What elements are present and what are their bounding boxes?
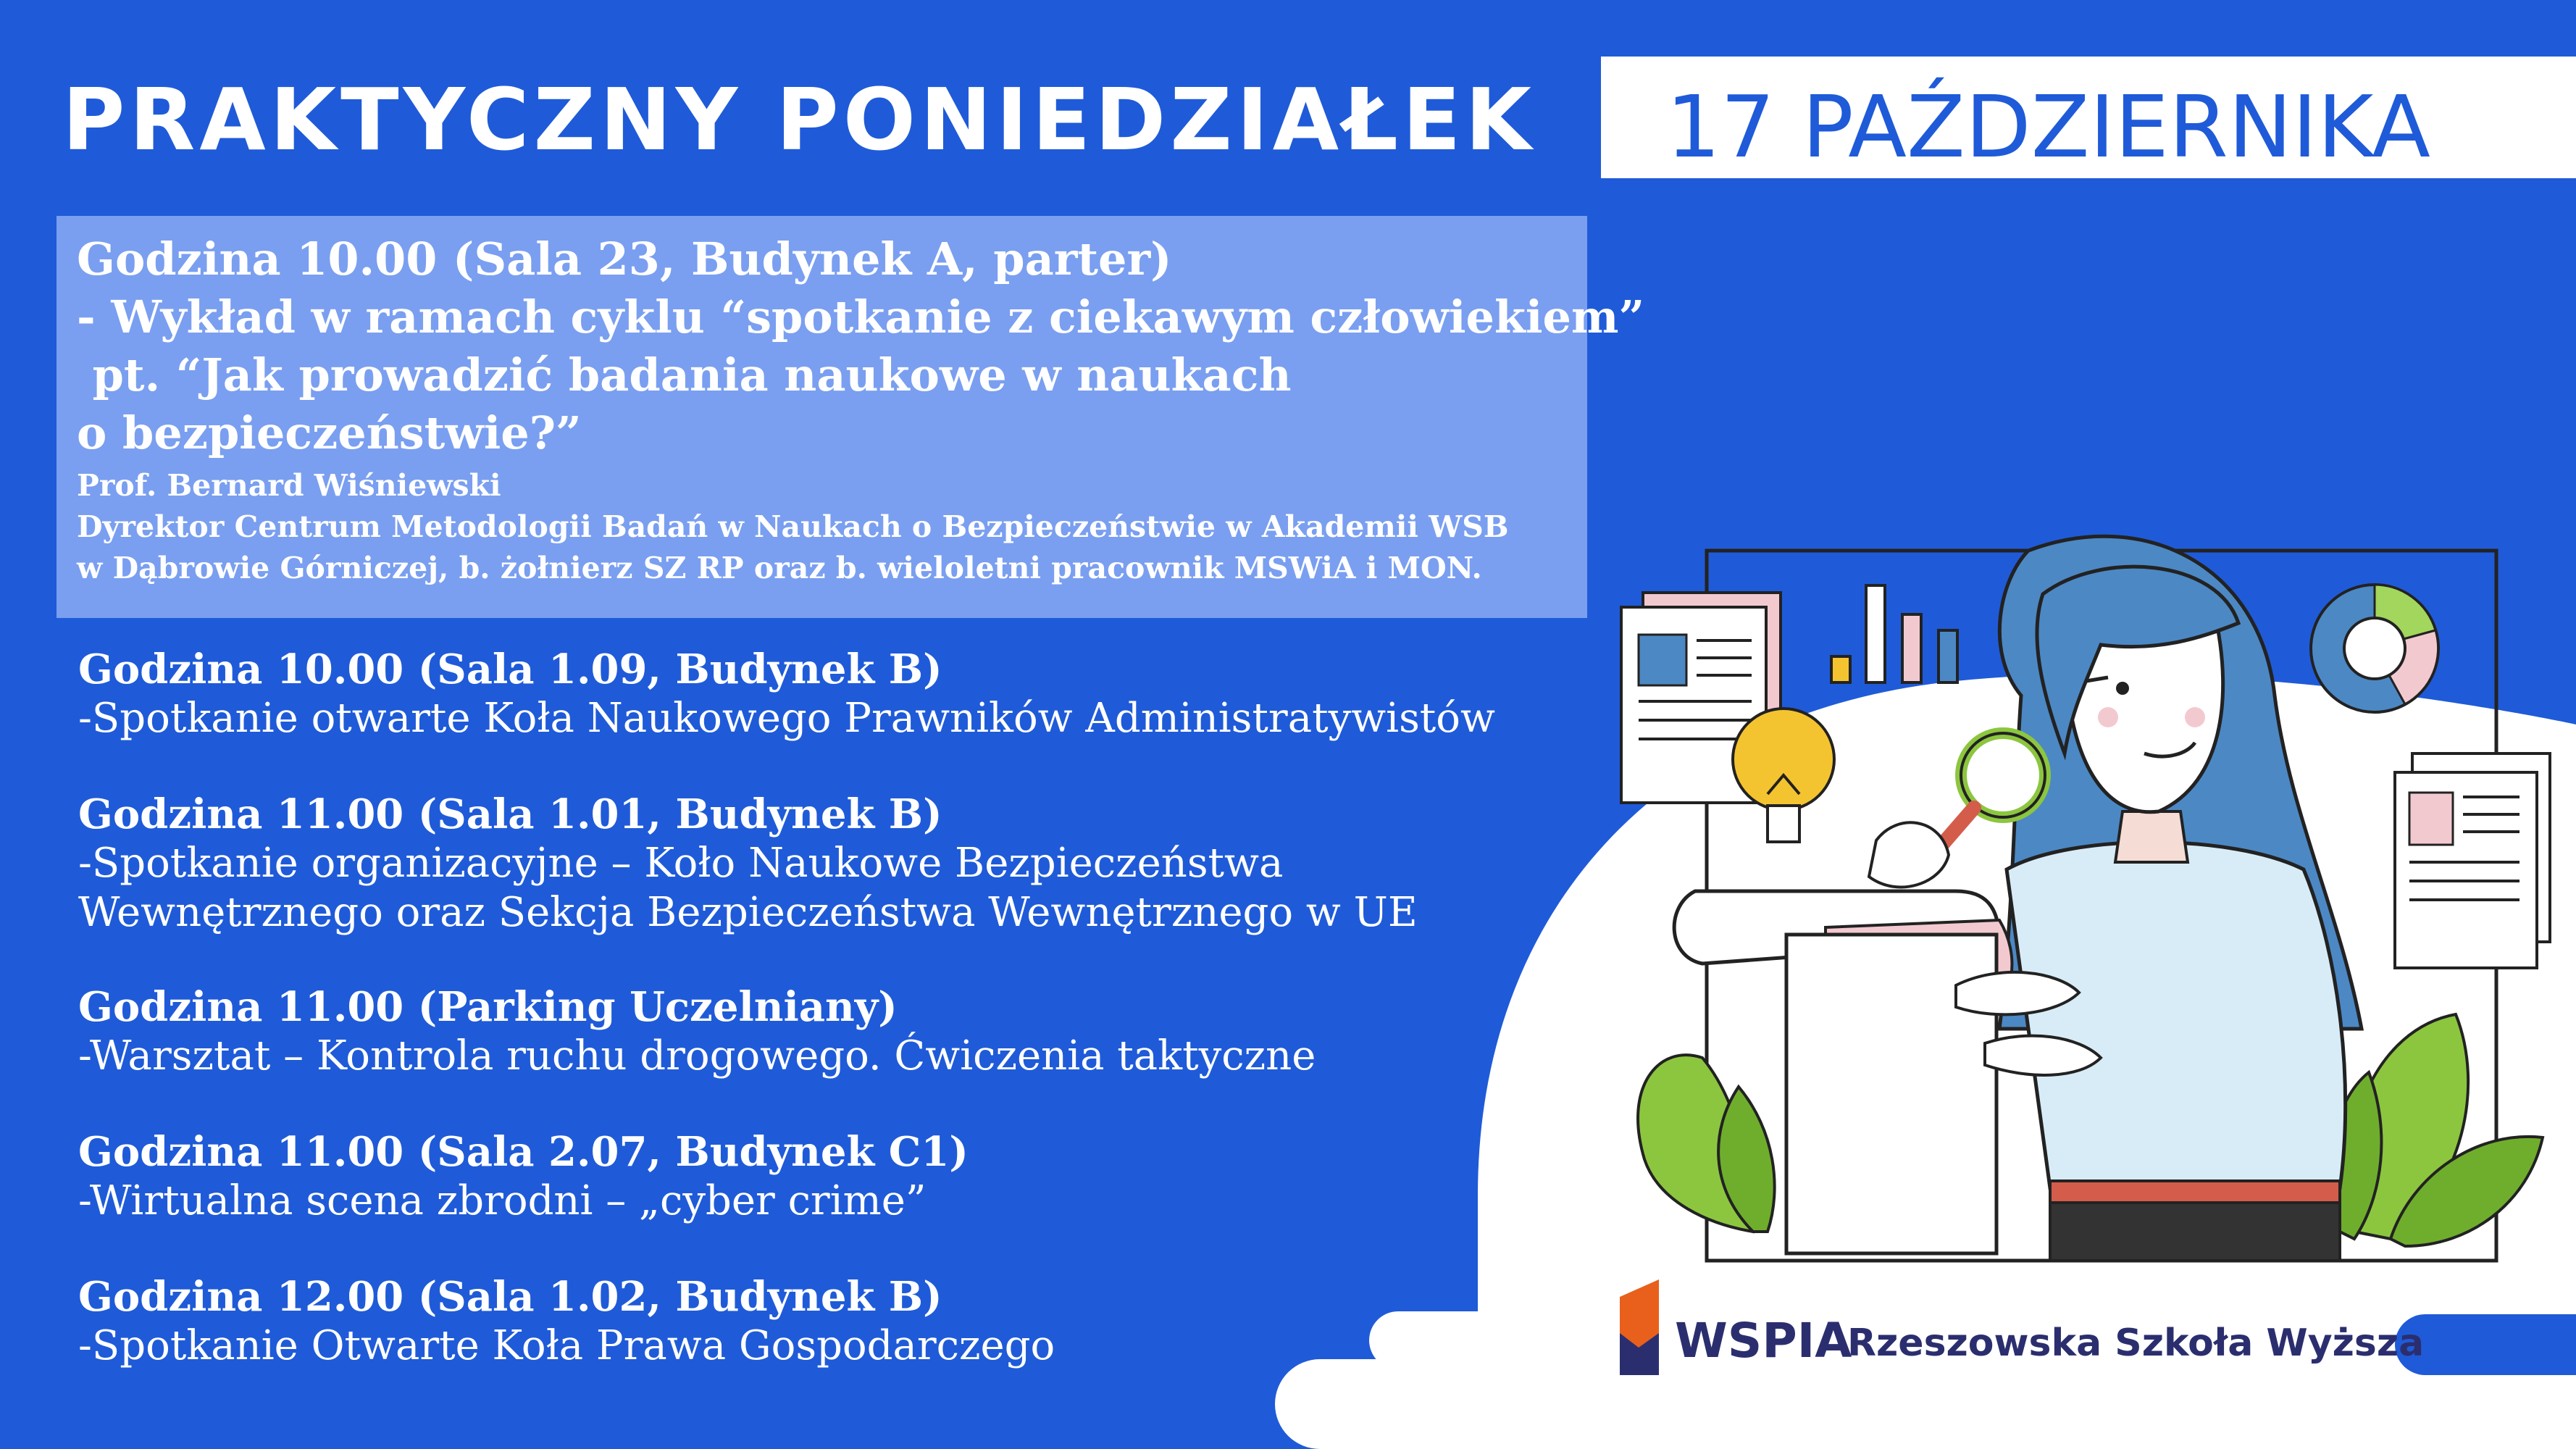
donut-chart-icon: [2311, 585, 2438, 712]
date-box: [1601, 57, 2576, 178]
event-description: -Spotkanie organizacyjne – Koło Naukowe Bezpieczeństwa: [78, 840, 1284, 887]
featured-title-3: o bezpieczeństwie?”: [77, 406, 582, 459]
event-time: Godzina 11.00 (Sala 2.07, Budynek C1): [78, 1128, 969, 1176]
event-item: [78, 645, 1495, 743]
event-date: 17 PAŹDZIERNIKA: [1666, 77, 2430, 177]
event-description: -Spotkanie otwarte Koła Naukowego Prawników Administratywistów: [78, 695, 1495, 742]
event-time: Godzina 11.00 (Parking Uczelniany): [78, 983, 898, 1031]
logo-subtitle: Rzeszowska Szkoła Wyższa: [1847, 1321, 2425, 1365]
event-description: -Spotkanie Otwarte Koła Prawa Gospodarczego: [78, 1322, 1055, 1369]
featured-event: [77, 230, 1645, 589]
featured-time: Godzina 10.00 (Sala 23, Budynek A, parter): [77, 233, 1172, 285]
event-description-cont: Wewnętrznego oraz Sekcja Bezpieczeństwa Wewnętrznego w UE: [78, 889, 1418, 936]
document-right-icon: [2395, 753, 2550, 968]
featured-bio-2: w Dąbrowie Górniczej, b. żołnierz SZ RP oraz b. wieloletni pracownik MSWiA i MON.: [77, 551, 1482, 585]
featured-title-2: pt. “Jak prowadzić badania naukowe w naukach: [77, 348, 1292, 401]
event-time: Godzina 12.00 (Sala 1.02, Budynek B): [78, 1273, 942, 1321]
event-description: -Wirtualna scena zbrodni – „cyber crime”: [78, 1177, 927, 1224]
event-description: -Warsztat – Kontrola ruchu drogowego. Ćwiczenia taktyczne: [78, 1032, 1316, 1080]
event-time: Godzina 10.00 (Sala 1.09, Budynek B): [78, 646, 942, 693]
event-item: [78, 790, 1418, 938]
featured-speaker: Prof. Bernard Wiśniewski: [77, 468, 501, 503]
event-time: Godzina 11.00 (Sala 1.01, Budynek B): [78, 790, 942, 838]
bar-chart-icon: [1831, 585, 1957, 682]
logo-name: WSPIA: [1675, 1313, 1852, 1369]
page-title: PRAKTYCZNY PONIEDZIAŁEK: [62, 70, 1536, 170]
event-item: [78, 982, 1316, 1081]
event-item: [78, 1127, 969, 1226]
event-item: [78, 1272, 1055, 1371]
featured-title-1: - Wykład w ramach cyklu “spotkanie z ciekawym człowiekiem”: [77, 291, 1645, 343]
featured-bio-1: Dyrektor Centrum Metodologii Badań w Naukach o Bezpieczeństwie w Akademii WSB: [77, 509, 1509, 544]
